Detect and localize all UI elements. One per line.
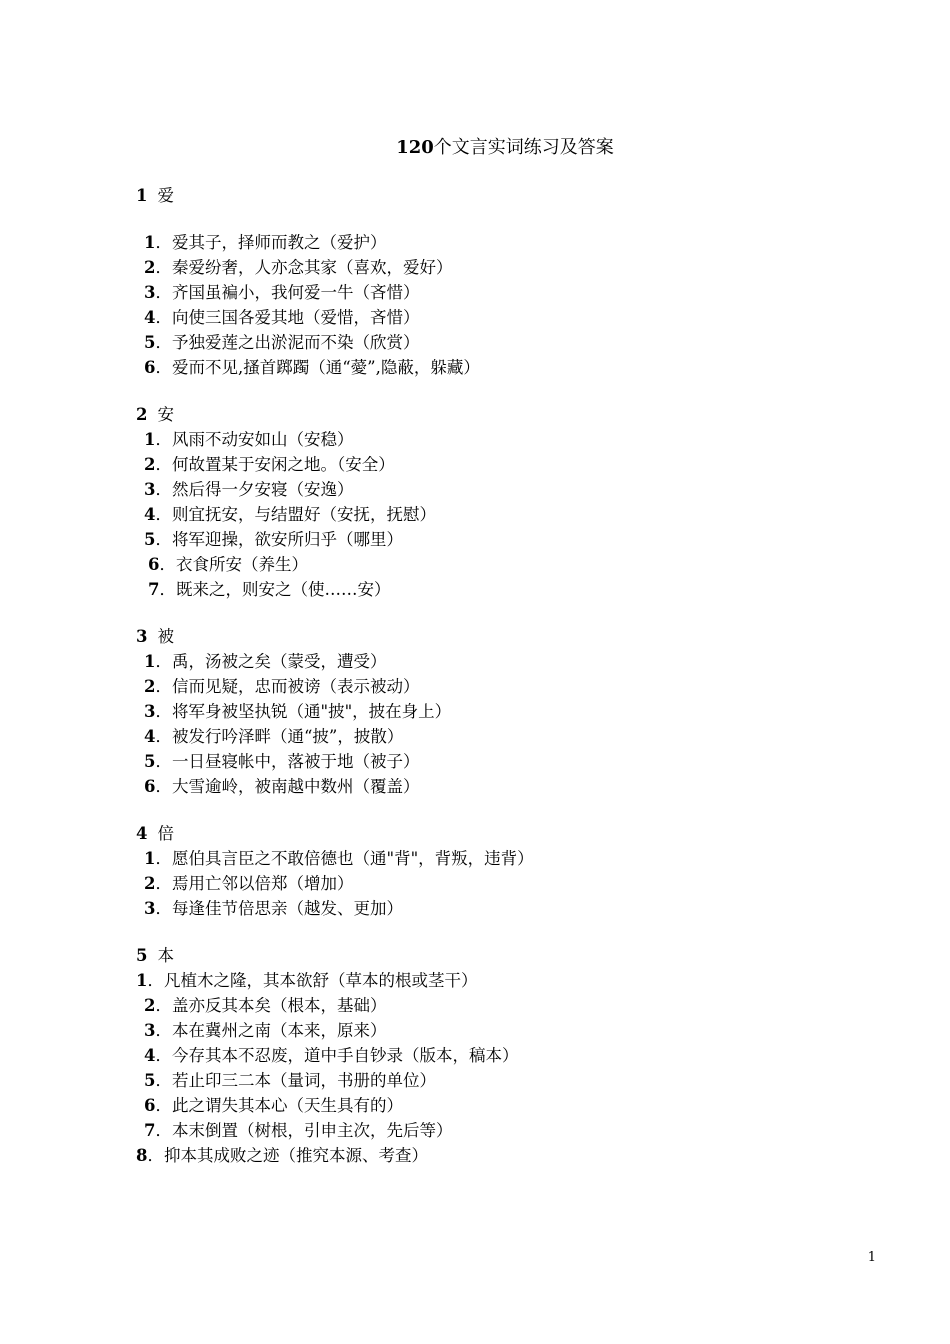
item-text: 被发行吟泽畔（通“披”，披散） — [171, 727, 404, 746]
list-item — [136, 452, 836, 477]
section-number: 5 — [136, 946, 148, 965]
item-separator: ． — [155, 1096, 172, 1115]
item-index: 3 — [144, 899, 156, 918]
list-item — [136, 1118, 836, 1143]
list-item — [136, 477, 836, 502]
item-text: 既来之，则安之（使……安） — [175, 580, 391, 599]
item-index: 5 — [144, 333, 156, 352]
item-text: 何故置某于安闲之地。（安全） — [171, 455, 395, 474]
item-separator: ． — [155, 996, 172, 1015]
section-heading — [136, 821, 836, 846]
section-word: 本 — [157, 946, 174, 965]
list-item — [136, 749, 836, 774]
page-number: 1 — [867, 1250, 876, 1265]
item-text: 衣食所安（养生） — [175, 555, 308, 574]
item-index: 5 — [144, 1071, 156, 1090]
item-separator: ． — [159, 580, 176, 599]
list-item — [136, 674, 836, 699]
item-index: 6 — [144, 777, 156, 796]
item-text: 一日昼寝帐中，落被于地（被子） — [171, 752, 420, 771]
list-item — [136, 649, 836, 674]
item-index: 3 — [144, 1021, 156, 1040]
section-heading — [136, 402, 836, 427]
item-text: 愿伯具言臣之不敢倍德也（通"背"，背叛，违背） — [171, 849, 534, 868]
item-separator: ． — [159, 555, 176, 574]
section-heading — [136, 183, 836, 208]
list-item — [136, 427, 836, 452]
item-index: 2 — [144, 455, 156, 474]
item-separator: ． — [155, 480, 172, 499]
list-item — [136, 1093, 836, 1118]
item-separator: ． — [147, 971, 164, 990]
item-text: 本末倒置（树根，引申主次，先后等） — [171, 1121, 453, 1140]
item-index: 3 — [144, 283, 156, 302]
list-item — [136, 993, 836, 1018]
item-index: 2 — [144, 258, 156, 277]
item-separator: ． — [155, 283, 172, 302]
item-index: 4 — [144, 1046, 156, 1065]
list-item — [136, 1043, 836, 1068]
list-item — [136, 230, 836, 255]
list-item — [136, 968, 836, 993]
list-item — [136, 724, 836, 749]
item-text: 风雨不动安如山（安稳） — [171, 430, 354, 449]
list-item — [136, 871, 836, 896]
item-separator: ． — [155, 455, 172, 474]
list-item — [136, 552, 836, 577]
item-index: 6 — [144, 358, 156, 377]
item-separator: ． — [155, 358, 172, 377]
list-item — [136, 896, 836, 921]
item-text: 大雪逾岭，被南越中数州（覆盖） — [171, 777, 420, 796]
list-item — [136, 1068, 836, 1093]
item-text: 爱而不见,搔首踯躅（通“薆”,隐蔽，躲藏） — [171, 358, 480, 377]
item-text: 今存其本不忍废，道中手自钞录（版本，稿本） — [171, 1046, 519, 1065]
list-item — [136, 577, 836, 602]
item-index: 2 — [144, 996, 156, 1015]
document-body — [136, 183, 836, 1168]
item-separator: ． — [155, 333, 172, 352]
list-item — [136, 255, 836, 280]
section-2 — [136, 402, 836, 624]
item-text: 将军身被坚执锐（通"披"，披在身上） — [171, 702, 452, 721]
item-separator: ． — [155, 652, 172, 671]
item-separator: ． — [155, 874, 172, 893]
item-separator: ． — [155, 1046, 172, 1065]
item-text: 凡植木之隆，其本欲舒（草本的根或茎干） — [163, 971, 478, 990]
item-text: 本在冀州之南（本来，原来） — [171, 1021, 387, 1040]
item-separator: ． — [147, 1146, 164, 1165]
section-1 — [136, 183, 836, 402]
item-separator: ． — [155, 308, 172, 327]
list-item — [136, 305, 836, 330]
item-text: 抑本其成败之迹（推究本源、考查） — [163, 1146, 428, 1165]
list-item — [136, 1018, 836, 1043]
item-separator: ． — [155, 849, 172, 868]
item-separator: ． — [155, 777, 172, 796]
item-index: 3 — [144, 480, 156, 499]
item-index: 5 — [144, 530, 156, 549]
item-separator: ． — [155, 727, 172, 746]
list-item — [136, 355, 836, 380]
item-index: 2 — [144, 677, 156, 696]
item-separator: ． — [155, 1071, 172, 1090]
item-index: 5 — [144, 752, 156, 771]
item-index: 8 — [136, 1146, 148, 1165]
item-separator: ． — [155, 677, 172, 696]
item-index: 1 — [144, 849, 156, 868]
item-text: 向使三国各爱其地（爱惜，吝惜） — [171, 308, 420, 327]
item-index: 4 — [144, 505, 156, 524]
item-index: 1 — [144, 652, 156, 671]
section-heading — [136, 943, 836, 968]
item-index: 2 — [144, 874, 156, 893]
item-index: 3 — [144, 702, 156, 721]
item-text: 将军迎操，欲安所归乎（哪里） — [171, 530, 403, 549]
section-heading — [136, 624, 836, 649]
item-separator: ． — [155, 430, 172, 449]
section-5 — [136, 943, 836, 1168]
item-separator: ． — [155, 899, 172, 918]
item-separator: ． — [155, 1021, 172, 1040]
item-text: 若止印三二本（量词，书册的单位） — [171, 1071, 436, 1090]
item-index: 1 — [136, 971, 148, 990]
item-separator: ． — [155, 505, 172, 524]
item-index: 7 — [148, 580, 160, 599]
item-index: 7 — [144, 1121, 156, 1140]
item-text: 爱其子，择师而教之（爱护） — [171, 233, 387, 252]
item-index: 6 — [148, 555, 160, 574]
item-text: 焉用亡邻以倍郑（增加） — [171, 874, 354, 893]
section-4 — [136, 821, 836, 943]
title-text: 个文言实词练习及答案 — [433, 137, 614, 158]
item-index: 4 — [144, 727, 156, 746]
section-word: 倍 — [157, 824, 174, 843]
item-text: 然后得一夕安寝（安逸） — [171, 480, 354, 499]
item-index: 6 — [144, 1096, 156, 1115]
item-text: 禹，汤被之矣（蒙受，遭受） — [171, 652, 387, 671]
section-3 — [136, 624, 836, 821]
item-separator: ． — [155, 233, 172, 252]
item-text: 齐国虽褊小，我何爱一牛（吝惜） — [171, 283, 420, 302]
list-item — [136, 846, 836, 871]
item-text: 每逢佳节倍思亲（越发、更加） — [171, 899, 403, 918]
item-index: 1 — [144, 430, 156, 449]
item-separator: ． — [155, 752, 172, 771]
list-item — [136, 774, 836, 799]
item-text: 盖亦反其本矣（根本，基础） — [171, 996, 387, 1015]
list-item — [136, 699, 836, 724]
title-number: 120 — [396, 137, 434, 158]
item-index: 1 — [144, 233, 156, 252]
section-number: 1 — [136, 186, 148, 205]
item-separator: ． — [155, 702, 172, 721]
item-text: 予独爱莲之出淤泥而不染（欣赏） — [171, 333, 420, 352]
item-text: 则宜抚安，与结盟好（安抚，抚慰） — [171, 505, 436, 524]
section-word: 被 — [157, 627, 174, 646]
item-text: 信而见疑，忠而被谤（表示被动） — [171, 677, 420, 696]
section-number: 3 — [136, 627, 148, 646]
item-index: 4 — [144, 308, 156, 327]
list-item — [136, 502, 836, 527]
list-item — [136, 280, 836, 305]
item-separator: ． — [155, 258, 172, 277]
page-title — [0, 136, 950, 160]
list-item — [136, 1143, 836, 1168]
section-word: 安 — [157, 405, 174, 424]
section-number: 2 — [136, 405, 148, 424]
item-text: 秦爱纷奢，人亦念其家（喜欢，爱好） — [171, 258, 453, 277]
section-number: 4 — [136, 824, 148, 843]
item-separator: ． — [155, 1121, 172, 1140]
item-text: 此之谓失其本心（天生具有的） — [171, 1096, 403, 1115]
item-separator: ． — [155, 530, 172, 549]
list-item — [136, 330, 836, 355]
list-item — [136, 527, 836, 552]
section-word: 爱 — [157, 186, 174, 205]
